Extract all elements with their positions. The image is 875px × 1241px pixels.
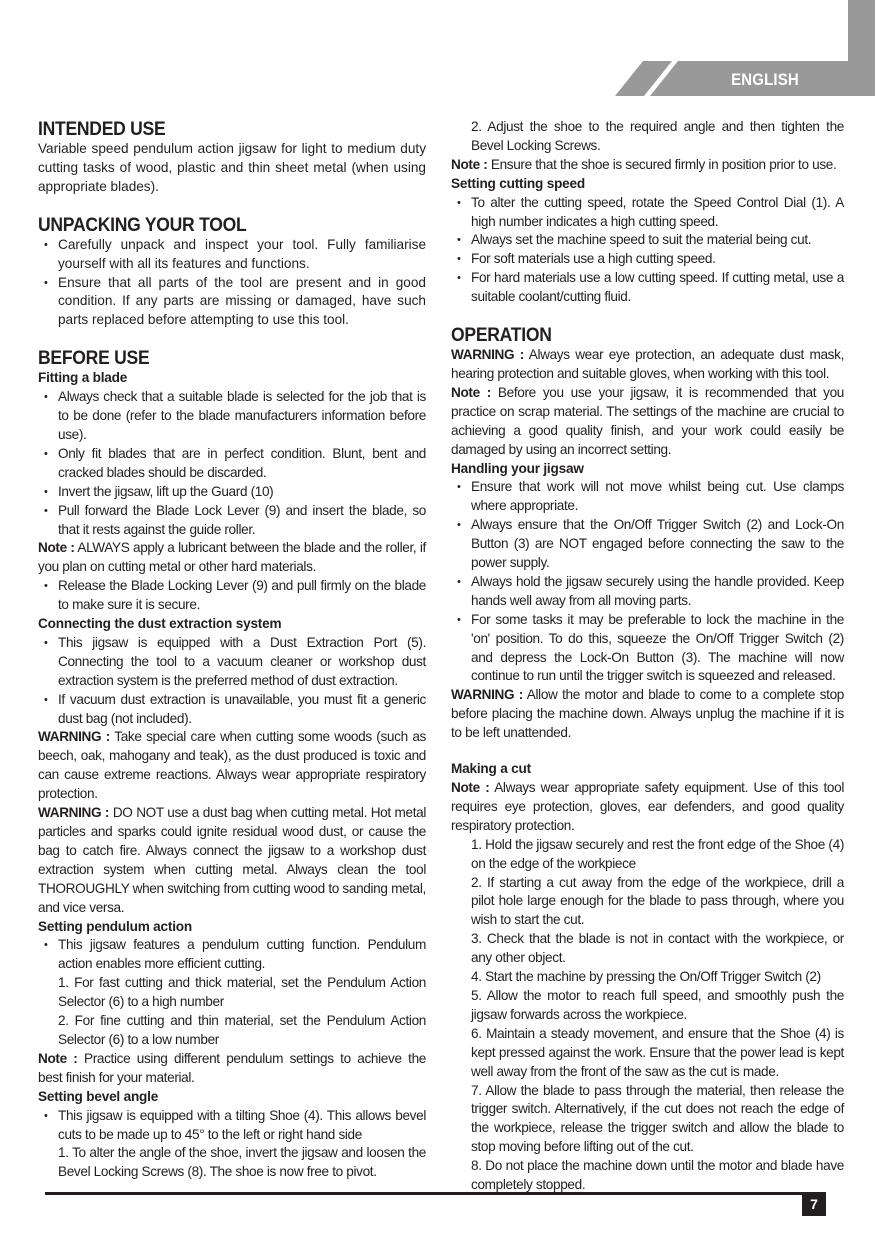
cut-step: 3. Check that the blade is not in contact with the workpiece, or any other object. bbox=[471, 931, 844, 966]
subtitle-making-cut: Making a cut bbox=[451, 761, 531, 777]
list-item: • This jigsaw is equipped with a Dust Extraction Port (5). Connecting the tool to a vacuum cleaner or workshop dust extraction system is the preferred method of dust extraction. bbox=[38, 634, 426, 691]
warning-motor-stop bbox=[451, 686, 844, 743]
cut-step: 7. Allow the blade to pass through the material, then release the trigger switch. Alternatively, if the cut does not reach the edge of the workpiece, release the trigger switch and allow the blade to stop moving before lifting out of the cut. bbox=[471, 1082, 844, 1155]
warning-text: Take special care when cutting some woods (such as beech, oak, mahogany and teak), as the dust produced is toxic and can cause extreme reactions. Always wear appropriate respiratory protection. bbox=[38, 729, 426, 802]
note-pendulum bbox=[38, 1050, 426, 1088]
warning-eye-protection bbox=[451, 346, 844, 384]
note-safety-equipment bbox=[451, 779, 844, 836]
pendulum-list bbox=[38, 936, 426, 974]
header-vertical-bar bbox=[848, 0, 875, 62]
note-text: Before you use your jigsaw, it is recommended that you practice on scrap material. The settings of the machine are crucial to achieving a good quality finish, and your work could easily be damaged by using an incorrect setting. bbox=[451, 384, 844, 457]
subtitle-dust-extraction: Connecting the dust extraction system bbox=[38, 616, 282, 632]
list-item: • This jigsaw features a pendulum cutting function. Pendulum action enables more efficient cutting. bbox=[38, 936, 426, 974]
list-item: • Ensure that work will not move whilst being cut. Use clamps where appropriate. bbox=[451, 478, 844, 516]
cut-step: 2. If starting a cut away from the edge of the workpiece, drill a pilot hole large enough for the blade to pass through, where you wish to start the cut. bbox=[471, 874, 844, 928]
list-item: • Ensure that all parts of the tool are present and in good condition. If any parts are missing or damaged, have such parts replaced before attempting to use this tool. bbox=[38, 274, 426, 331]
warning-label: WARNING : bbox=[451, 687, 523, 703]
list-item: • To alter the cutting speed, rotate the Speed Control Dial (1). A high number indicates a high cutting speed. bbox=[451, 194, 844, 232]
section-title-intended-use: INTENDED USE bbox=[38, 118, 166, 140]
list-item: • Always check that a suitable blade is selected for the job that is to be done (refer to the blade manufacturers information before use). bbox=[38, 388, 426, 445]
warning-label: WARNING : bbox=[451, 347, 524, 363]
section-title-before-use: BEFORE USE bbox=[38, 347, 150, 370]
note-shoe-secured bbox=[451, 156, 844, 175]
fitting-blade-list-after bbox=[38, 577, 426, 615]
warning-text: Allow the motor and blade to come to a complete stop before placing the machine down. Always unplug the machine if it is to be left unattended. bbox=[451, 687, 844, 741]
warning-label: WARNING : bbox=[38, 805, 110, 821]
list-item: • Invert the jigsaw, lift up the Guard (10) bbox=[38, 483, 426, 502]
section-title-operation: OPERATION bbox=[451, 324, 552, 347]
dust-extraction-list bbox=[38, 634, 426, 729]
bevel-list bbox=[38, 1107, 426, 1145]
handling-list bbox=[451, 478, 844, 686]
warning-toxic-dust bbox=[38, 728, 426, 804]
right-column bbox=[451, 118, 844, 1195]
note-label: Note : bbox=[451, 780, 490, 795]
bevel-step: 1. To alter the angle of the shoe, invert the jigsaw and loosen the Bevel Locking Screws (8). The shoe is now free to pivot. bbox=[58, 1145, 426, 1180]
list-item: • Always hold the jigsaw securely using the handle provided. Keep hands well away from all moving parts. bbox=[451, 573, 844, 611]
list-item: • For hard materials use a low cutting speed. If cutting metal, use a suitable coolant/cutting fluid. bbox=[451, 269, 844, 307]
cut-step: 5. Allow the motor to reach full speed, and smoothly push the jigsaw forwards across the workpiece. bbox=[471, 987, 844, 1022]
warning-text: DO NOT use a dust bag when cutting metal. Hot metal particles and sparks could ignite residual wood dust, or cause the bag to catch fire. Always connect the jigsaw to a workshop dust extraction system when cutting metal. Always clean the tool THOROUGHLY when switching from cutting wood to sanding metal, and vice versa. bbox=[38, 805, 427, 915]
note-text: Always wear appropriate safety equipment. Use of this tool requires eye protection, gloves, ear defenders, and good quality respiratory protection. bbox=[451, 780, 844, 833]
bevel-step: 2. Adjust the shoe to the required angle and then tighten the Bevel Locking Screws. bbox=[471, 119, 844, 153]
cut-step: 1. Hold the jigsaw securely and rest the front edge of the Shoe (4) on the edge of the workpiece bbox=[471, 836, 844, 871]
note-text: Ensure that the shoe is secured firmly in position prior to use. bbox=[487, 156, 837, 172]
note-practice bbox=[451, 384, 844, 460]
note-text: ALWAYS apply a lubricant between the blade and the roller, if you plan on cutting metal or other hard materials. bbox=[38, 540, 426, 575]
note-label: Note : bbox=[38, 1050, 78, 1066]
cut-step: 8. Do not place the machine down until the motor and blade have completely stopped. bbox=[471, 1158, 844, 1193]
subtitle-handling: Handling your jigsaw bbox=[451, 460, 584, 476]
list-item: • Only fit blades that are in perfect condition. Blunt, bent and cracked blades should be discarded. bbox=[38, 445, 426, 483]
list-item: • For some tasks it may be preferable to lock the machine in the 'on' position. To do this, squeeze the On/Off Trigger Switch (2) and depress the Lock-On Button (3). The machine will now continue to run until the trigger switch is squeezed and released. bbox=[451, 611, 844, 687]
subtitle-pendulum: Setting pendulum action bbox=[38, 918, 192, 934]
list-item: • If vacuum dust extraction is unavailable, you must fit a generic dust bag (not included). bbox=[38, 691, 426, 729]
warning-dust-bag-metal bbox=[38, 804, 426, 917]
subtitle-fitting-blade: Fitting a blade bbox=[38, 370, 128, 386]
left-column bbox=[38, 118, 426, 1182]
note-label: Note : bbox=[38, 540, 75, 556]
list-item: • Always set the machine speed to suit the material being cut. bbox=[451, 231, 844, 250]
note-text: Practice using different pendulum settings to achieve the best finish for your material. bbox=[38, 1050, 427, 1085]
footer-rule bbox=[45, 1192, 826, 1195]
page-number: 7 bbox=[802, 1193, 826, 1216]
note-label: Note : bbox=[451, 156, 488, 172]
list-item: • Release the Blade Locking Lever (9) and pull firmly on the blade to make sure it is secure. bbox=[38, 577, 426, 615]
language-label: ENGLISH bbox=[731, 70, 799, 89]
cut-step: 6. Maintain a steady movement, and ensure that the Shoe (4) is kept pressed against the work. Ensure that the power lead is kept well away from the front of the saw as the cut is made. bbox=[471, 1025, 844, 1079]
warning-text: Always wear eye protection, an adequate dust mask, hearing protection and suitable gloves, when working with this tool. bbox=[451, 347, 844, 381]
pendulum-step: 2. For fine cutting and thin material, set the Pendulum Action Selector (6) to a low number bbox=[58, 1013, 426, 1047]
subtitle-cutting-speed: Setting cutting speed bbox=[451, 175, 586, 191]
list-item: • This jigsaw is equipped with a tilting Shoe (4). This allows bevel cuts to be made up to 45° to the left or right hand side bbox=[38, 1107, 426, 1145]
pendulum-step: 1. For fast cutting and thick material, set the Pendulum Action Selector (6) to a high number bbox=[58, 975, 426, 1010]
warning-label: WARNING : bbox=[38, 729, 110, 745]
cutting-speed-list bbox=[451, 194, 844, 307]
subtitle-bevel: Setting bevel angle bbox=[38, 1088, 159, 1104]
list-item: • Always ensure that the On/Off Trigger Switch (2) and Lock-On Button (3) are NOT engaged before connecting the saw to the power supply. bbox=[451, 516, 844, 573]
section-title-unpacking: UNPACKING YOUR TOOL bbox=[38, 213, 247, 236]
intended-use-text: Variable speed pendulum action jigsaw for light to medium duty cutting tasks of wood, plastic and thin sheet metal (when using appropriate blades). bbox=[38, 141, 426, 194]
note-label: Note : bbox=[451, 384, 491, 400]
list-item: • Pull forward the Blade Lock Lever (9) and insert the blade, so that it rests against the guide roller. bbox=[38, 502, 426, 540]
unpacking-list bbox=[38, 236, 426, 331]
fitting-blade-list bbox=[38, 388, 426, 539]
list-item: • For soft materials use a high cutting speed. bbox=[451, 250, 844, 269]
note-lubricant bbox=[38, 539, 426, 577]
cut-step: 4. Start the machine by pressing the On/Off Trigger Switch (2) bbox=[471, 969, 821, 985]
list-item: • Carefully unpack and inspect your tool. Fully familiarise yourself with all its features and functions. bbox=[38, 236, 426, 274]
